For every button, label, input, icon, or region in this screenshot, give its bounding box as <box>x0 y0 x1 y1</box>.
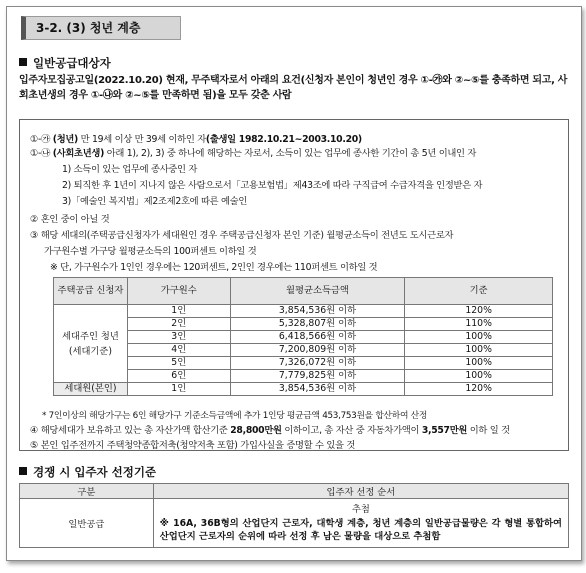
table-row <box>54 383 553 396</box>
cell-ratio: 110% <box>405 318 553 331</box>
subhead-selection-criteria <box>19 464 156 480</box>
cell-amount: 7,779,825원 이하 <box>230 370 405 383</box>
cell-amount: 7,200,809원 이하 <box>230 344 405 357</box>
selection-table <box>19 483 569 548</box>
table-row <box>20 499 569 548</box>
intro-paragraph: 입주자모집공고일(2022.10.20) 현재, 무주택자로서 아래의 요건(신청자 본인이 청년인 경우 ①-㉮와 ②~⑤를 충족하면 되고, 사회초년생의 경우 ①-㉯와 ②~⑤를 만족하면 됨)을 모두 갖춘 사람 <box>19 75 568 101</box>
cell-amount: 5,328,807원 이하 <box>230 318 405 331</box>
table-row <box>54 318 553 331</box>
req-income-note: ※ 단, 가구원수가 1인인 경우에는 120퍼센트, 2인인 경우에는 110퍼센트 이하일 것 <box>50 262 378 273</box>
req-newcomer-text: 아래 1), 2), 3) 중 하나에 해당하는 자로서, 소득이 있는 업무에 종사한 기간이 총 5년 이내인 자 <box>104 148 477 159</box>
req-newcomer <box>30 148 476 160</box>
req-youth <box>30 134 362 146</box>
th-category: 구분 <box>20 484 154 499</box>
cell-ratio: 100% <box>405 357 553 370</box>
cell-members: 6인 <box>127 370 230 383</box>
cell-members: 1인 <box>127 305 230 318</box>
selection-method: 추첨 <box>351 504 370 515</box>
table-row <box>54 370 553 383</box>
selection-note: ※ 16A, 36B형의 산업단지 근로자, 대학생 계층, 청년 계층의 일반공급물량은 각 형별 통합하여 산업단지 근로자의 순위에 따라 선정 후 남은 물량을 대상으로 추첨함 <box>159 518 562 542</box>
req-assets-car: 3,557만원 <box>421 425 468 436</box>
req-income-b: 가구원수별 가구당 월평균소득의 100퍼센트 이하일 것 <box>44 246 257 257</box>
req-newcomer-num: ①-㉯ <box>30 148 51 159</box>
th-applicant: 주택공급 신청자 <box>54 278 128 305</box>
req-newcomer-2: 2) 퇴직한 후 1년이 지나지 않은 사람으로서「고용보험법」제43조에 따라 구직급여 수급자격을 인정받은 자 <box>62 180 483 191</box>
cell-members: 5인 <box>127 357 230 370</box>
document-page <box>6 6 582 561</box>
req-youth-num: ①-㉮ <box>30 134 51 145</box>
cell-ratio: 100% <box>405 344 553 357</box>
th-amount: 월평균소득금액 <box>230 278 405 305</box>
income-table <box>53 277 553 396</box>
square-bullet-icon <box>19 467 27 475</box>
req-youth-text: 만 19세 이상 만 39세 이하인 자 <box>78 134 206 145</box>
group-label: 세대주인 청년 (세대기준) <box>54 305 128 383</box>
cell-ratio: 100% <box>405 370 553 383</box>
cell-members: 2인 <box>127 318 230 331</box>
cell-amount: 7,326,072원 이하 <box>230 357 405 370</box>
cell-amount: 6,418,566원 이하 <box>230 331 405 344</box>
subhead-general-supply <box>19 55 111 71</box>
cell-members: 3인 <box>127 331 230 344</box>
req-assets-pre: ④ 해당세대가 보유하고 있는 총 자산가액 합산기준 <box>30 425 231 436</box>
table-row <box>54 305 553 318</box>
income-table-header <box>54 278 553 305</box>
th-members: 가구원수 <box>127 278 230 305</box>
req-assets-mid: 이하이고, 총 자산 중 자동차가액이 <box>281 425 422 436</box>
req-unmarried: ② 혼인 중이 아닐 것 <box>30 214 110 225</box>
req-newcomer-bold: (사회초년생) <box>52 148 105 159</box>
th-order: 입주자 선정 순서 <box>153 484 568 499</box>
subhead-general-supply-label: 일반공급대상자 <box>33 56 111 70</box>
note-seven-plus: * 7인이상의 해당가구는 6인 해당가구 기준소득금액에 추가 1인당 평균금액 453,753원을 합산하여 산정 <box>42 411 428 421</box>
table-row <box>54 331 553 344</box>
req-assets-post: 이하 일 것 <box>467 425 510 436</box>
cell-members: 1인 <box>127 383 230 396</box>
req-assets <box>30 425 510 437</box>
cell-amount: 3,854,536원 이하 <box>230 383 405 396</box>
member-row-label: 세대원(본인) <box>54 383 128 396</box>
table-row <box>54 344 553 357</box>
subhead-selection-label: 경쟁 시 입주자 선정기준 <box>33 465 157 479</box>
cell-ratio: 100% <box>405 331 553 344</box>
req-newcomer-1: 1) 소득이 있는 업무에 종사중인 자 <box>62 164 198 175</box>
req-savings: ⑤ 본인 입주전까지 주택청약종합저축(청약저축 포함) 가입사실을 증명할 수 있을 것 <box>30 440 356 451</box>
req-youth-birth: (출생일 1982.10.21~2003.10.20) <box>205 134 362 145</box>
square-bullet-icon <box>19 58 27 66</box>
cell-members: 4인 <box>127 344 230 357</box>
req-income-a: ③ 해당 세대의(주택공급신청자가 세대원인 경우 주택공급신청자 본인 기준) 월평균소득이 전년도 도시근로자 <box>30 230 454 241</box>
cell-category: 일반공급 <box>20 499 154 548</box>
req-newcomer-3: 3)「예술인 복지법」제2조제2호에 따른 예술인 <box>62 196 248 207</box>
selection-table-header <box>20 484 569 499</box>
req-assets-total: 28,800만원 <box>230 425 282 436</box>
th-ratio: 기준 <box>405 278 553 305</box>
cell-ratio: 120% <box>405 383 553 396</box>
cell-ratio: 120% <box>405 305 553 318</box>
section-title: 3-2. (3) 청년 계층 <box>21 16 181 40</box>
req-youth-bold: (청년) <box>52 134 79 145</box>
cell-order <box>153 499 568 548</box>
cell-amount: 3,854,536원 이하 <box>230 305 405 318</box>
table-row <box>54 357 553 370</box>
